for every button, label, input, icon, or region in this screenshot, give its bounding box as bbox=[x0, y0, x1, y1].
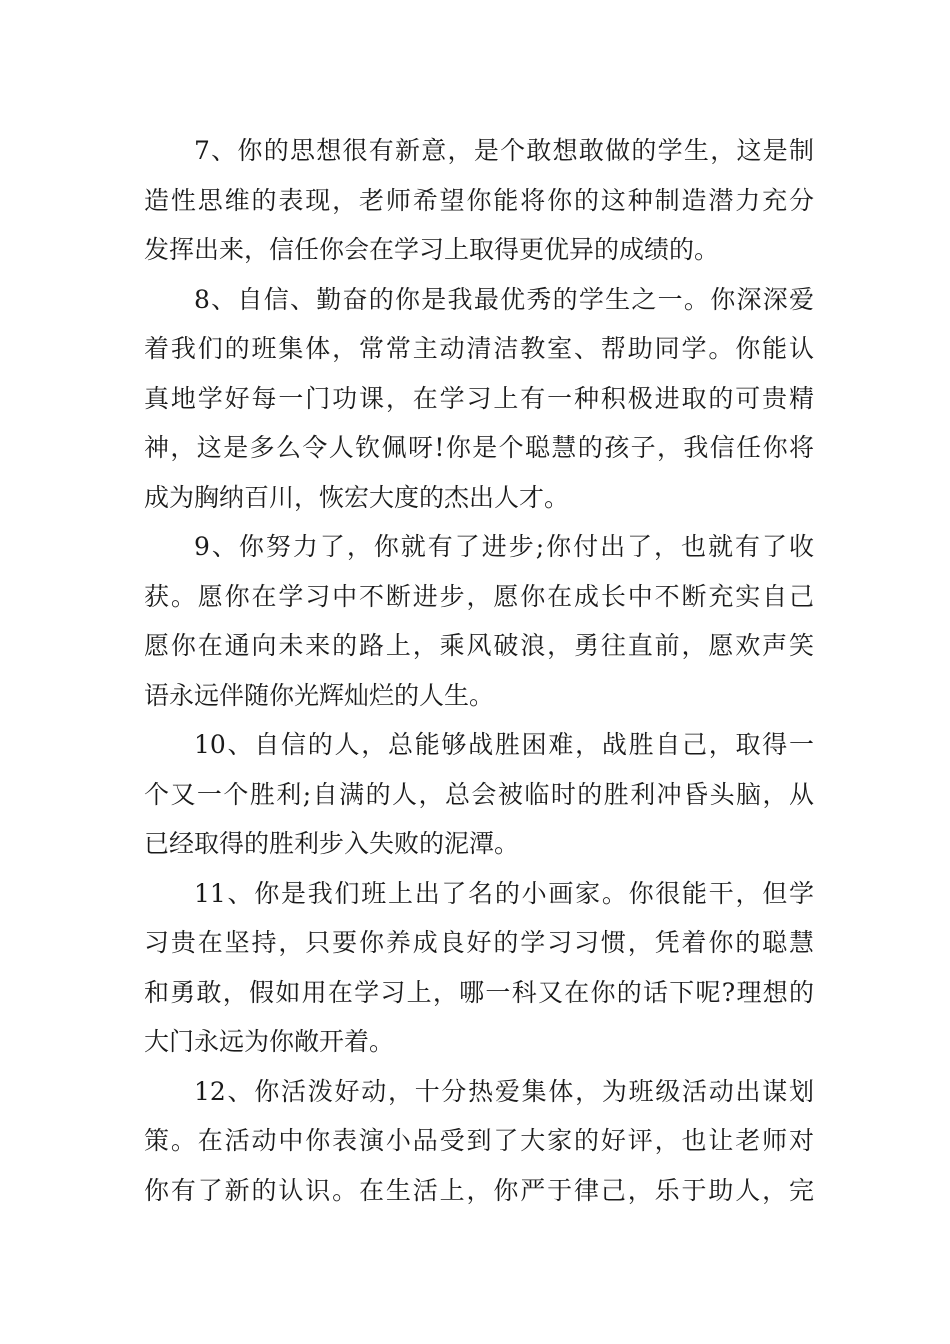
paragraph-7 bbox=[144, 126, 814, 275]
text-line: 个又一个胜利;自满的人，总会被临时的胜利冲昏头脑，从 bbox=[144, 779, 814, 809]
text-line: 语永远伴随你光辉灿烂的人生。 bbox=[144, 680, 495, 710]
text-line: 策。在活动中你表演小品受到了大家的好评，也让老师对 bbox=[144, 1126, 814, 1155]
text-line: 你有了新的认识。在生活上，你严于律己，乐于助人，完 bbox=[144, 1175, 814, 1205]
text-line: 9、你努力了，你就有了进步;你付出了，也就有了收 bbox=[194, 532, 814, 561]
text-line: 成为胸纳百川，恢宏大度的杰出人才。 bbox=[144, 482, 570, 512]
text-line: 12、你活泼好动，十分热爱集体，为班级活动出谋划 bbox=[194, 1076, 814, 1106]
text-line: 造性思维的表现，老师希望你能将你的这种制造潜力充分 bbox=[144, 185, 814, 215]
text-line: 愿你在通向未来的路上，乘风破浪，勇往直前，愿欢声笑 bbox=[144, 631, 814, 660]
text-line: 习贵在坚持，只要你养成良好的学习习惯，凭着你的聪慧 bbox=[144, 928, 814, 957]
text-line: 真地学好每一门功课，在学习上有一种积极进取的可贵精 bbox=[144, 383, 814, 413]
text-line: 发挥出来，信任你会在学习上取得更优异的成绩的。 bbox=[144, 235, 720, 264]
text-line: 8、自信、勤奋的你是我最优秀的学生之一。你深深爱 bbox=[194, 284, 814, 314]
paragraph-9 bbox=[144, 522, 814, 720]
paragraph-8 bbox=[144, 275, 814, 523]
paragraph-12 bbox=[144, 1067, 814, 1216]
text-line: 获。愿你在学习中不断进步，愿你在成长中不断充实自己 bbox=[144, 581, 814, 611]
text-line: 已经取得的胜利步入失败的泥潭。 bbox=[144, 829, 520, 858]
document-body bbox=[144, 126, 814, 1215]
text-line: 10、自信的人，总能够战胜困难，战胜自己，取得一 bbox=[194, 730, 814, 759]
text-line: 11、你是我们班上出了名的小画家。你很能干，但学 bbox=[194, 878, 814, 908]
text-line: 着我们的班集体，常常主动清洁教室、帮助同学。你能认 bbox=[144, 334, 814, 363]
text-line: 神，这是多么令人钦佩呀!你是个聪慧的孩子，我信任你将 bbox=[144, 433, 814, 462]
paragraph-11 bbox=[144, 869, 814, 1067]
text-line: 大门永远为你敞开着。 bbox=[144, 1027, 395, 1056]
text-line: 和勇敢，假如用在学习上，哪一科又在你的话下呢?理想的 bbox=[144, 977, 814, 1007]
text-line: 7、你的思想很有新意，是个敢想敢做的学生，这是制 bbox=[194, 136, 814, 165]
paragraph-10 bbox=[144, 720, 814, 869]
